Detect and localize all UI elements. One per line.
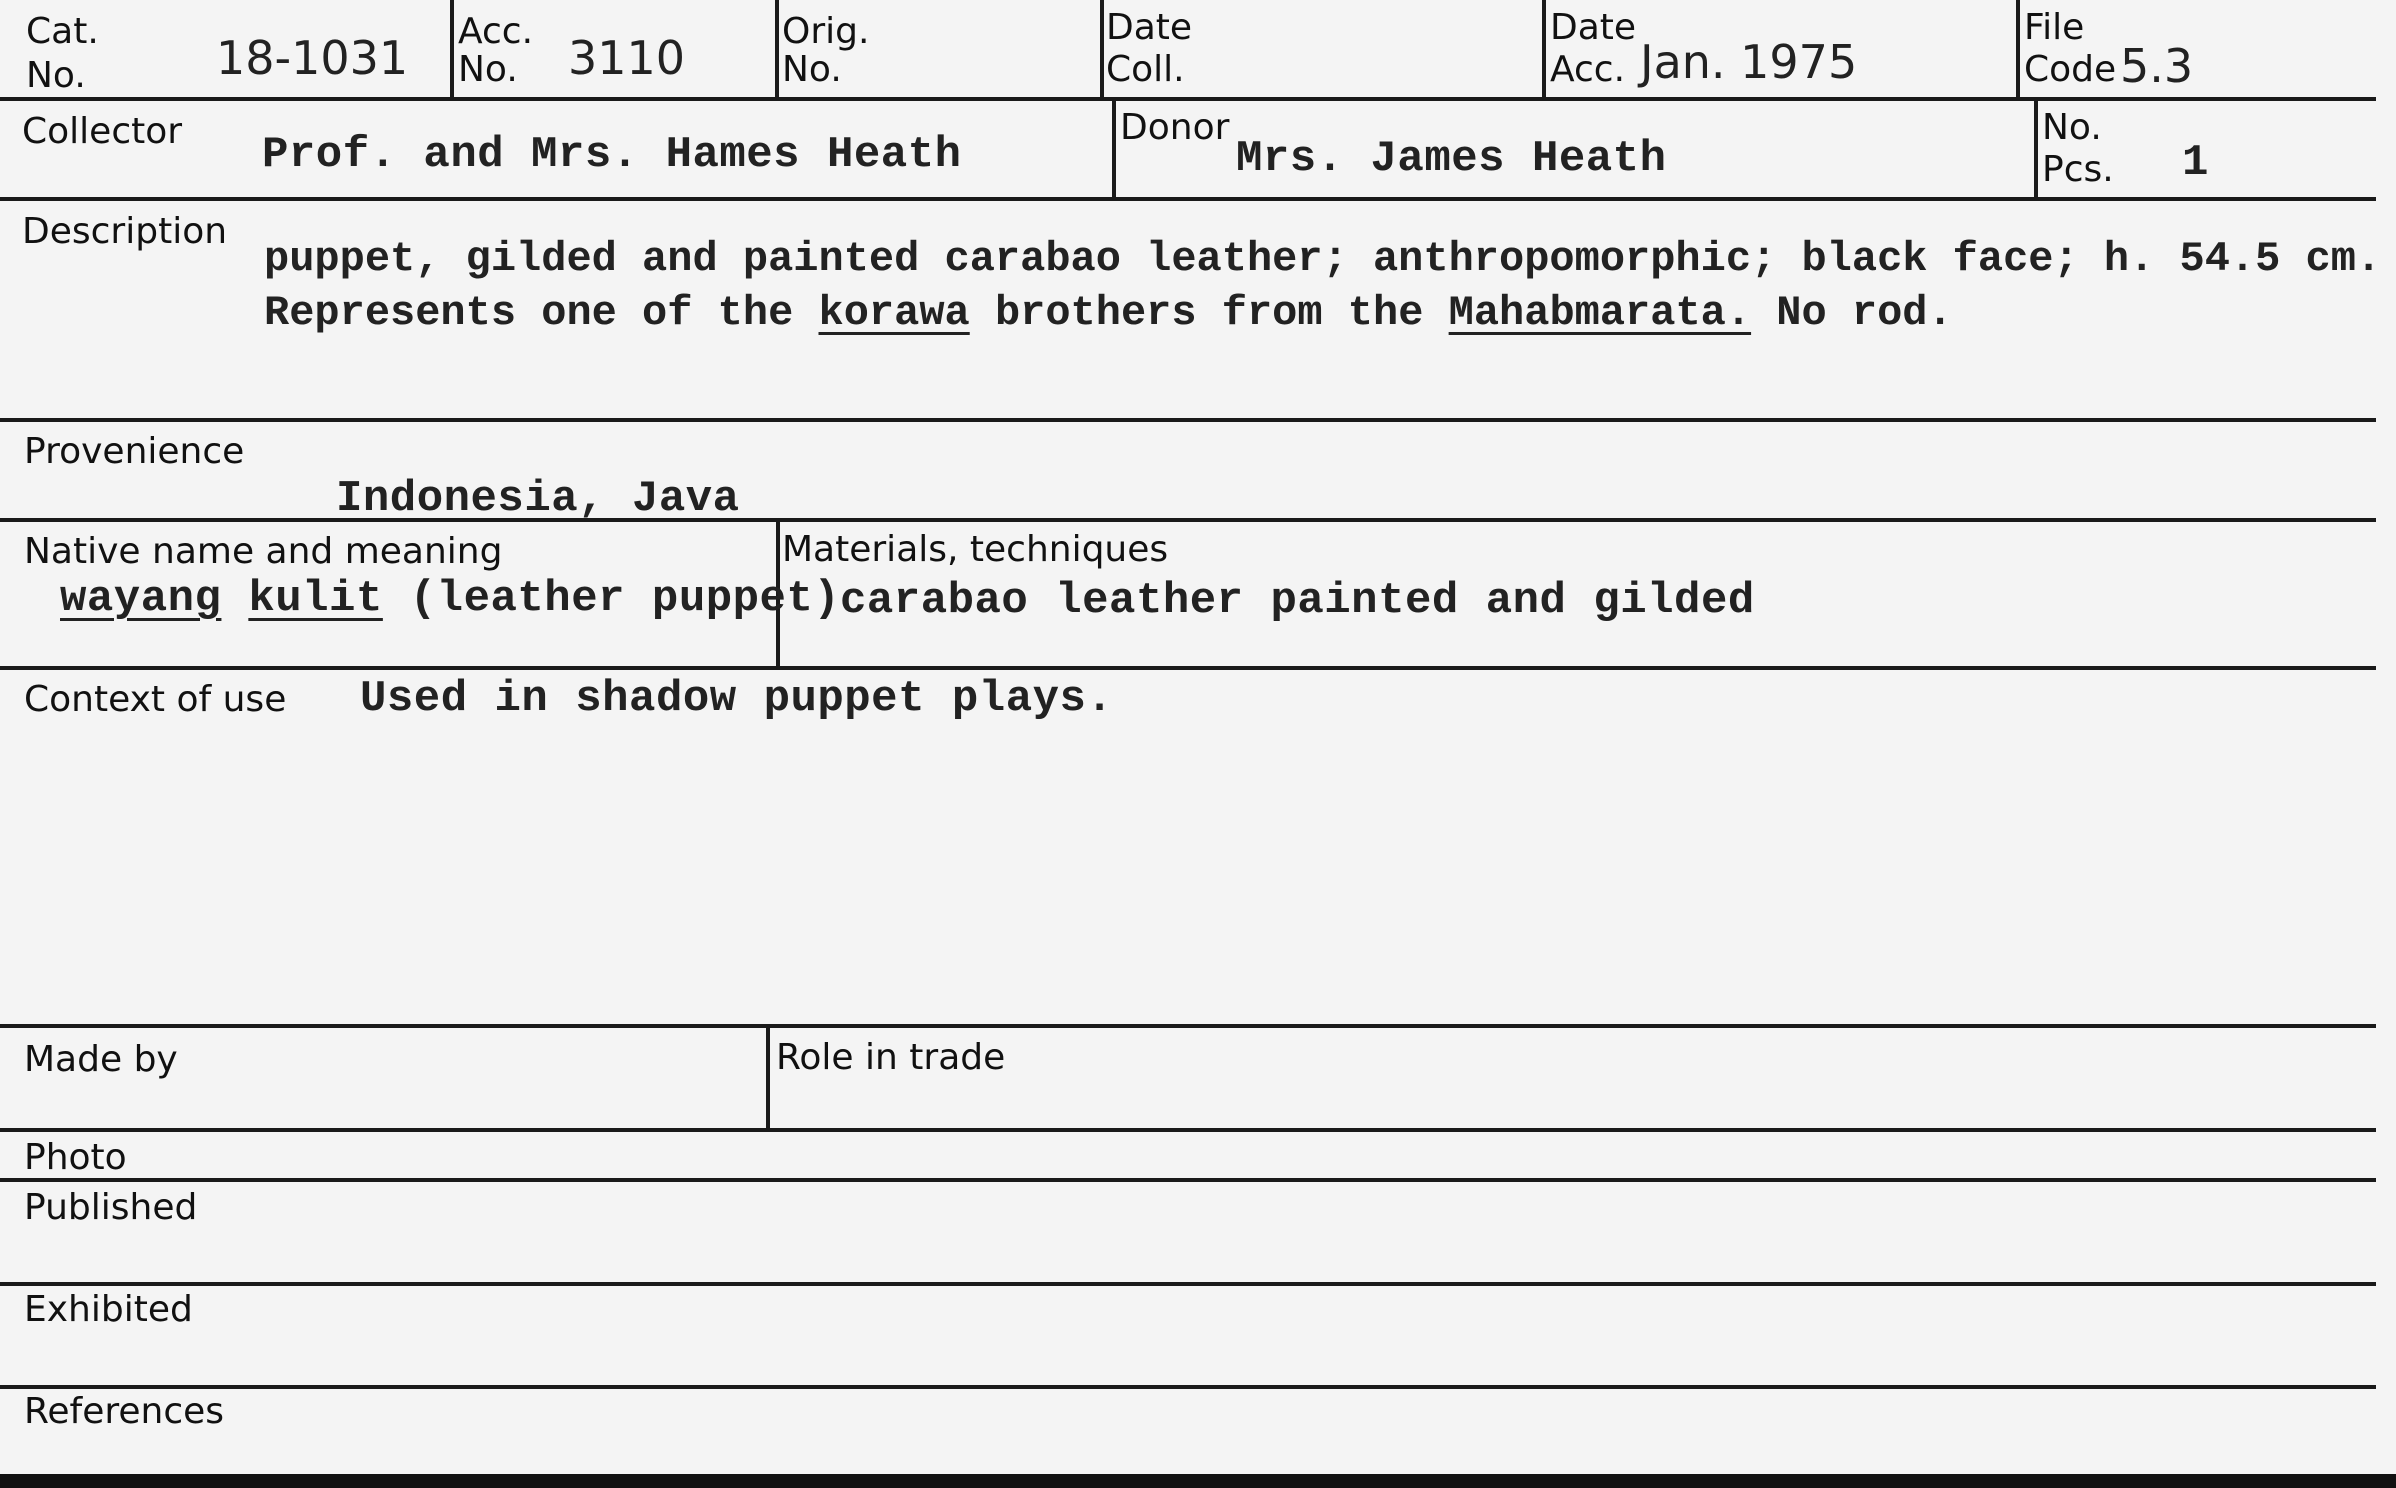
description-line-2-e: No rod.: [1751, 289, 1953, 337]
description-line-2-c: brothers from the: [969, 289, 1449, 337]
rule-photo-bottom: [0, 1178, 2376, 1182]
description-line-2: [264, 290, 1953, 336]
acc-no-label: Acc.: [458, 11, 534, 52]
provenience-value: Indonesia, Java: [336, 474, 740, 524]
published-label: Published: [24, 1187, 198, 1228]
rule-native-bottom: [0, 666, 2376, 670]
context-value: Used in shadow puppet plays.: [360, 674, 1114, 724]
native-name-wayang: wayang: [60, 574, 222, 624]
made-by-label: Made by: [24, 1039, 178, 1080]
rule-madeby-bottom: [0, 1128, 2376, 1132]
native-name-kulit: kulit: [248, 574, 383, 624]
date-acc-label: Date: [1550, 7, 1637, 48]
file-code-label-2: Code: [2024, 49, 2117, 90]
file-code-value: 5.3: [2120, 39, 2194, 93]
rule-published-bottom: [0, 1282, 2376, 1286]
collector-value: Prof. and Mrs. Hames Heath: [262, 130, 962, 180]
description-line-2-a: Represents one of the: [264, 289, 819, 337]
materials-value: carabao leather painted and gilded: [840, 576, 1755, 626]
description-mahabharata: Mahabmarata.: [1448, 289, 1752, 337]
description-line-1: puppet, gilded and painted carabao leather; anthropomorphic; black face; h. 54.5 cm.: [264, 235, 2382, 283]
orig-no-label: Orig.: [782, 11, 870, 52]
rule-v-collector-donor: [1112, 99, 1116, 199]
description-label: Description: [22, 211, 228, 252]
rule-v-dateacc-file: [2016, 0, 2020, 99]
rule-context-bottom: [0, 1024, 2376, 1028]
rule-exhibited-bottom: [0, 1385, 2376, 1389]
collector-label: Collector: [22, 111, 183, 152]
no-pcs-value: 1: [2182, 138, 2209, 188]
rule-row2-bottom: [0, 197, 2376, 201]
exhibited-label: Exhibited: [24, 1289, 193, 1330]
rule-v-donor-pcs: [2034, 99, 2038, 199]
native-name-meaning: (leather puppet): [382, 574, 841, 624]
native-name-label: Native name and meaning: [24, 531, 503, 572]
rule-v-acc-orig: [775, 0, 779, 99]
cat-no-value: 18-1031: [216, 31, 409, 85]
rule-v-orig-datecoll: [1100, 0, 1104, 99]
donor-label: Donor: [1120, 107, 1230, 148]
rule-v-madeby-role: [766, 1026, 770, 1130]
rule-v-datecoll-dateacc: [1542, 0, 1546, 99]
context-label: Context of use: [24, 679, 287, 720]
role-in-trade-label: Role in trade: [776, 1037, 1006, 1078]
rule-v-cat-acc: [450, 0, 454, 99]
no-pcs-label: No.: [2042, 107, 2102, 148]
description-korawa: korawa: [818, 289, 970, 337]
photo-label: Photo: [24, 1137, 127, 1178]
no-pcs-label-2: Pcs.: [2042, 149, 2114, 190]
cat-no-label: Cat.: [26, 11, 99, 52]
donor-value: Mrs. James Heath: [1236, 134, 1667, 184]
native-name-value: [60, 576, 840, 622]
orig-no-label-2: No.: [782, 49, 842, 90]
rule-description-bottom: [0, 418, 2376, 422]
acc-no-value: 3110: [568, 31, 686, 85]
acc-no-label-2: No.: [458, 49, 518, 90]
card-bottom-edge: [0, 1474, 2396, 1488]
materials-label: Materials, techniques: [782, 529, 1169, 570]
date-coll-label-2: Coll.: [1106, 49, 1185, 90]
date-acc-label-2: Acc.: [1550, 49, 1626, 90]
cat-no-label-2: No.: [26, 55, 86, 96]
date-acc-value: Jan. 1975: [1640, 35, 1858, 89]
references-label: References: [24, 1391, 225, 1432]
date-coll-label: Date: [1106, 7, 1193, 48]
provenience-label: Provenience: [24, 431, 245, 472]
file-code-label: File: [2024, 7, 2085, 48]
